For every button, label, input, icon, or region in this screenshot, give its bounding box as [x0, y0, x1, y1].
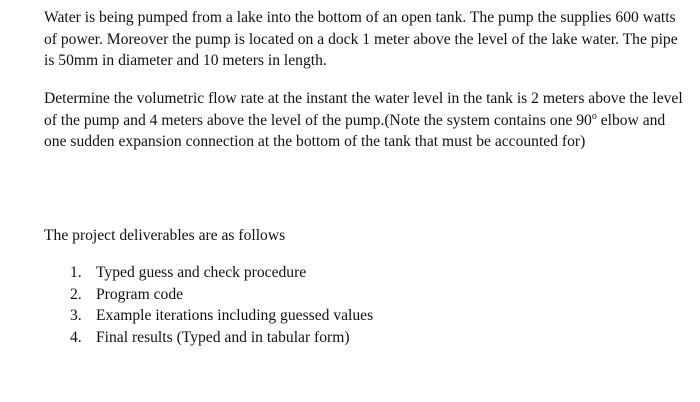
list-item	[62, 284, 373, 306]
deliverables-list	[62, 262, 373, 348]
deliverables-intro: The project deliverables are as follows	[44, 227, 286, 244]
degree-superscript: o	[591, 110, 597, 122]
list-item-text: Final results (Typed and in tabular form)	[96, 328, 350, 346]
list-item-text: Program code	[96, 285, 184, 303]
list-item-number: 2.	[70, 285, 82, 303]
list-item-number: 3.	[70, 307, 82, 324]
list-item	[62, 327, 373, 349]
list-item-text: Typed guess and check procedure	[96, 264, 307, 281]
problem-statement-paragraph: Water is being pumped from a lake into the bottom of an open tank. The pump the supplies 600 watts of power. Moreover the pump is located on a dock 1 meter above the level of the lake water. The pipe is 50mm in diameter and 10 meters in length.	[44, 9, 678, 69]
task-text-before-degree: Determine the volumetric flow rate at the instant the water level in the tank is 2 meters above the level of the pump and 4 meters above the level of the pump.(Note the system contains one 90	[44, 90, 683, 129]
list-item-number: 4.	[70, 328, 82, 346]
list-item	[62, 262, 373, 284]
list-item-number: 1.	[70, 264, 82, 281]
list-item	[62, 305, 373, 327]
list-item-text: Example iterations including guessed values	[96, 307, 374, 324]
task-paragraph	[44, 88, 689, 153]
task-text-after-degree: elbow and one sudden expansion connection at the bottom of the tank that must be accounted for)	[44, 111, 666, 150]
